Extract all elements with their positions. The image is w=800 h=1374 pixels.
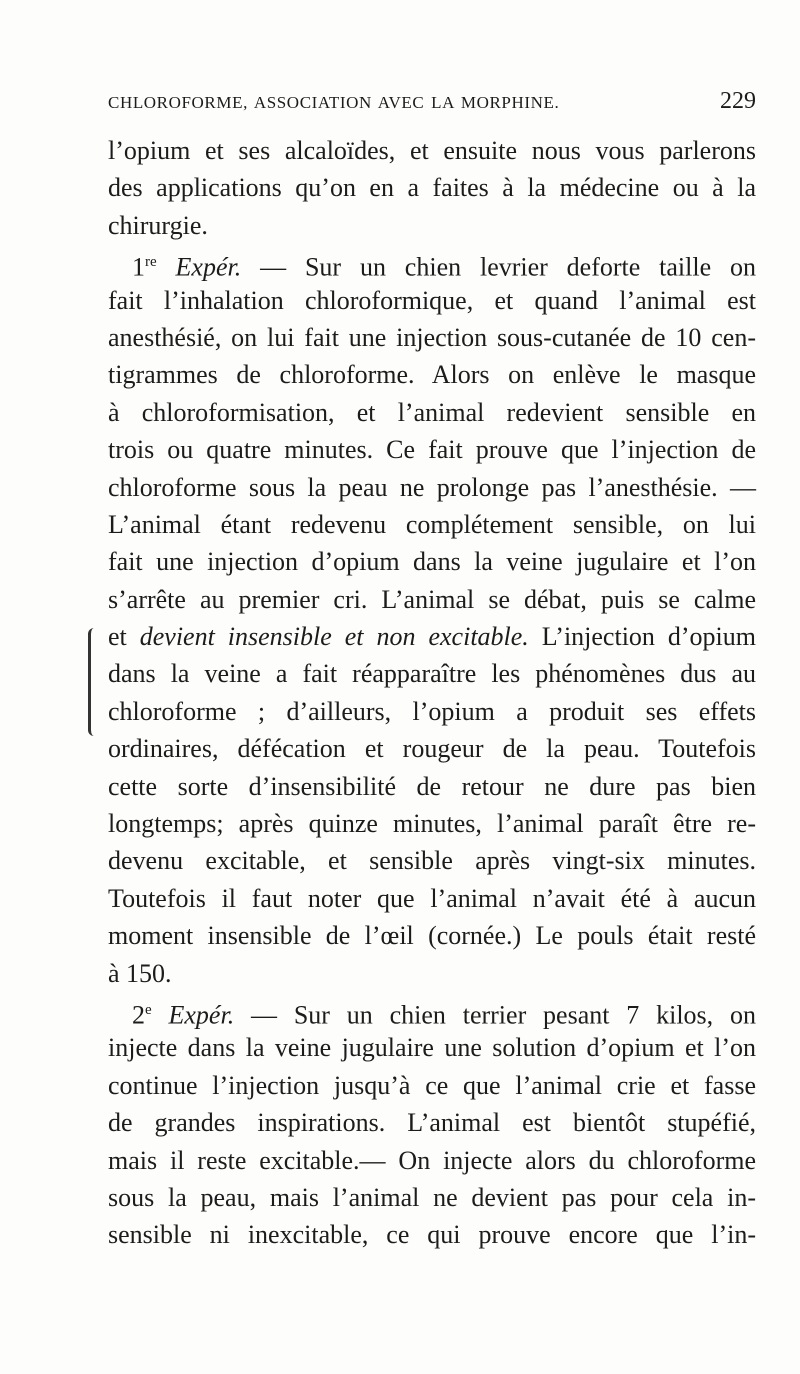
- text-line: chirurgie.: [108, 210, 208, 240]
- text-line: sous la peau, mais l’animal ne devient pas pour cela in-: [108, 1182, 756, 1212]
- text-fragment: et: [108, 622, 140, 652]
- text-line: à chloroformisation, et l’animal redevient sensible en: [108, 397, 756, 427]
- text-line: trois ou quatre minutes. Ce fait prouve que l’injection de: [108, 435, 756, 465]
- text-line: sensible ni inexcitable, ce qui prouve encore que l’in-: [108, 1220, 756, 1250]
- text-line: continue l’injection jusqu’à ce que l’animal crie et fasse: [108, 1070, 756, 1100]
- experiment-label: Expér.: [175, 252, 242, 282]
- text-line: fait une injection d’opium dans la veine jugulaire et l’on: [108, 547, 756, 577]
- text-line: longtemps; après quinze minutes, l’animal paraît être re-: [108, 809, 756, 839]
- italic-text-line: [108, 618, 756, 655]
- text-line: à 150.: [108, 958, 172, 988]
- italic-phrase: devient insensible et non excitable.: [139, 622, 529, 652]
- text-line: injecte dans la veine jugulaire une solution d’opium et l’on: [108, 1033, 756, 1063]
- text-line: dans la veine a fait réapparaître les phénomènes dus au: [108, 659, 756, 689]
- text-line: anesthésié, on lui fait une injection sous-cutanée de 10 cen-: [108, 322, 756, 352]
- text-line: de grandes inspirations. L’animal est bientôt stupéfié,: [108, 1108, 756, 1138]
- text-line: cette sorte d’insensibilité de retour ne dure pas bien: [108, 771, 756, 801]
- body-text: [108, 132, 756, 1254]
- text-line: Toutefois il faut noter que l’animal n’avait été à aucun: [108, 883, 756, 913]
- text-line: s’arrête au premier cri. L’animal se débat, puis se calme: [108, 584, 756, 614]
- experiment-number: 1: [132, 252, 145, 282]
- text-fragment: — Sur un chien terrier pesant 7 kilos, on: [234, 1000, 756, 1030]
- experiment-1-heading-line: [108, 244, 756, 281]
- text-line: mais il reste excitable.— On injecte alors du chloroforme: [108, 1145, 756, 1175]
- page-number: 229: [720, 88, 756, 114]
- experiment-2-heading-line: [108, 992, 756, 1029]
- margin-bracket-mark: [88, 628, 101, 736]
- running-header: [108, 88, 756, 118]
- text-fragment: — Sur un chien levrier deforte taille on: [241, 252, 756, 282]
- text-line: L’animal étant redevenu complétement sensible, on lui: [108, 509, 756, 539]
- experiment-number: 2: [132, 1000, 145, 1030]
- text-line: devenu excitable, et sensible après vingt-six minutes.: [108, 846, 756, 876]
- text-line: chloroforme sous la peau ne prolonge pas l’anesthésie. —: [108, 472, 756, 502]
- running-title: CHLOROFORME, ASSOCIATION AVEC LA MORPHINE.: [108, 93, 560, 112]
- text-line: des applications qu’on en a faites à la médecine ou à la: [108, 173, 756, 203]
- text-line: tigrammes de chloroforme. Alors on enlève le masque: [108, 360, 756, 390]
- text-line: moment insensible de l’œil (cornée.) Le pouls était resté: [108, 921, 756, 951]
- experiment-label: Expér.: [168, 1000, 235, 1030]
- ordinal-suffix: re: [145, 254, 157, 271]
- text-fragment: L’injection d’opium: [528, 622, 757, 652]
- text-line: ordinaires, défécation et rougeur de la peau. Toutefois: [108, 734, 756, 764]
- text-line: chloroforme ; d’ailleurs, l’opium a produit ses effets: [108, 696, 756, 726]
- text-line: fait l’inhalation chloroformique, et quand l’animal est: [108, 285, 756, 315]
- ordinal-suffix: e: [145, 1001, 152, 1018]
- text-line: l’opium et ses alcaloïdes, et ensuite nous vous parlerons: [108, 136, 756, 165]
